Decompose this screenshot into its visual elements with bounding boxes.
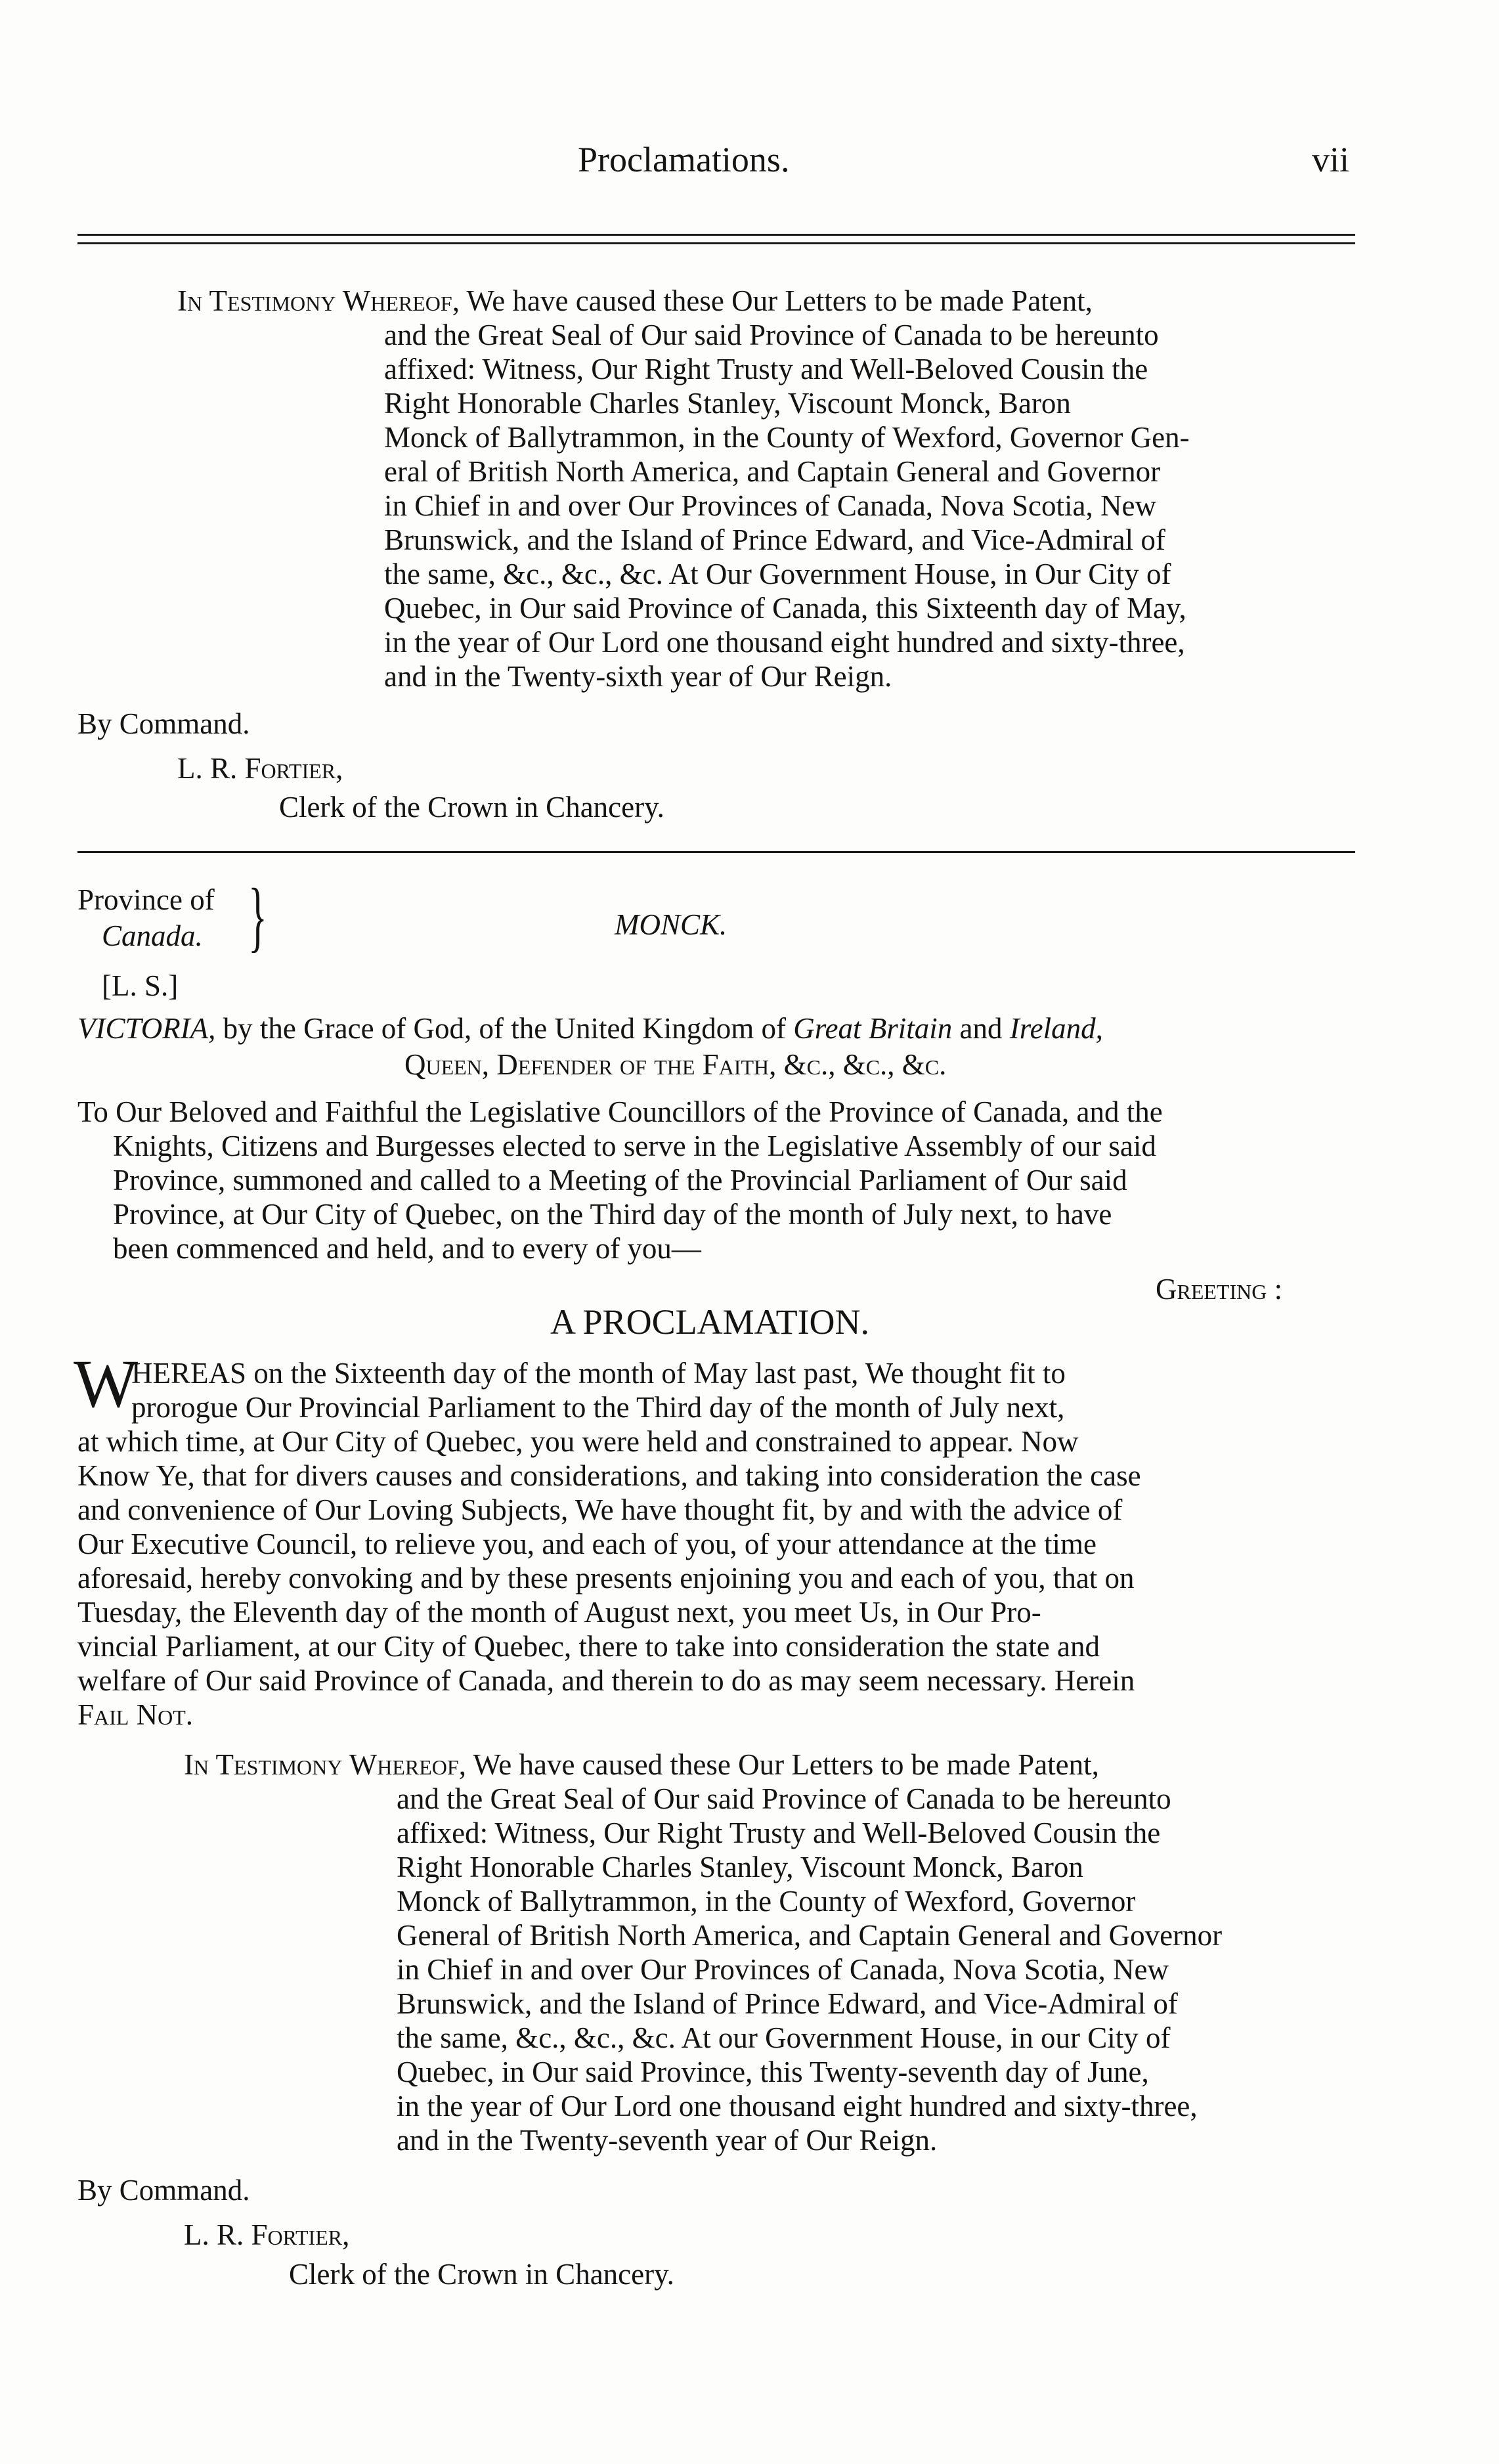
seal-mark: [L. S.] <box>102 969 179 1002</box>
sovereign-subtitle: Queen, Defender of the Faith, &c., &c., &c. <box>404 1048 947 1081</box>
testimony-line: Monck of Ballytrammon, in the County of Wexford, Governor <box>397 1885 1136 1918</box>
sovereign-title: VICTORIA, by the Grace of God, of the United Kingdom of Great Britain and Ireland, <box>77 1012 1103 1045</box>
body-line: vincial Parliament, at our City of Quebec, there to take into consideration the state and <box>77 1630 1100 1663</box>
testimony-line: In Testimony Whereof, We have caused these Our Letters to be made Patent, <box>177 284 1093 317</box>
drop-cap: W <box>74 1346 139 1422</box>
testimony-line: in the year of Our Lord one thousand eight hundred and sixty-three, <box>397 2090 1198 2123</box>
by-command: By Command. <box>77 2174 250 2207</box>
testimony-line: General of British North America, and Captain General and Governor <box>397 1919 1223 1952</box>
testimony-line: the same, &c., &c., &c. At Our Government House, in Our City of <box>384 558 1171 590</box>
body-line: Know Ye, that for divers causes and considerations, and taking into consideration the case <box>77 1459 1141 1492</box>
testimony-line: affixed: Witness, Our Right Trusty and Well-Beloved Cousin the <box>397 1816 1161 1849</box>
testimony-line: Brunswick, and the Island of Prince Edward, and Vice-Admiral of <box>384 523 1165 556</box>
body-line: Our Executive Council, to relieve you, and each of you, of your attendance at the time <box>77 1528 1097 1560</box>
testimony-line: eral of British North America, and Captain General and Governor <box>384 455 1161 488</box>
testimony-line: In Testimony Whereof, We have caused these Our Letters to be made Patent, <box>184 1748 1099 1781</box>
body-line: at which time, at Our City of Quebec, you were held and constrained to appear. Now <box>77 1425 1079 1458</box>
body-line: Fail Not. <box>77 1698 193 1731</box>
signer-name: L. R. Fortier, <box>184 2218 350 2251</box>
address-line: been commenced and held, and to every of you— <box>113 1232 701 1265</box>
page-number: vii <box>1312 140 1350 179</box>
testimony-line: and in the Twenty-seventh year of Our Reign. <box>397 2124 938 2157</box>
address-line: Province, summoned and called to a Meeting of the Provincial Parliament of Our said <box>113 1164 1127 1197</box>
address-line: To Our Beloved and Faithful the Legislative Councillors of the Province of Canada, and the <box>77 1095 1163 1128</box>
signer-name: L. R. Fortier, <box>177 752 343 785</box>
address-line: Knights, Citizens and Burgesses elected to serve in the Legislative Assembly of our said <box>113 1130 1156 1162</box>
province-name: Canada. <box>102 919 203 952</box>
section-divider <box>77 851 1355 853</box>
proclamation-heading: A PROCLAMATION. <box>550 1302 870 1342</box>
testimony-line: in Chief in and over Our Provinces of Canada, Nova Scotia, New <box>397 1953 1169 1986</box>
testimony-line: affixed: Witness, Our Right Trusty and Well-Beloved Cousin the <box>384 353 1148 385</box>
testimony-line: the same, &c., &c., &c. At our Government House, in our City of <box>397 2021 1171 2054</box>
testimony-line: in Chief in and over Our Provinces of Canada, Nova Scotia, New <box>384 489 1156 522</box>
header-double-rule <box>77 234 1355 244</box>
testimony-line: Right Honorable Charles Stanley, Viscount Monck, Baron <box>397 1851 1083 1883</box>
running-title: Proclamations. <box>578 140 790 179</box>
testimony-line: in the year of Our Lord one thousand eight hundred and sixty-three, <box>384 626 1185 659</box>
body-line: and convenience of Our Loving Subjects, We have thought fit, by and with the advice of <box>77 1493 1123 1526</box>
by-command: By Command. <box>77 707 250 740</box>
testimony-line: Right Honorable Charles Stanley, Viscount Monck, Baron <box>384 387 1071 420</box>
brace-glyph: } <box>248 872 267 959</box>
body-line: welfare of Our said Province of Canada, and therein to do as may seem necessary. Herein <box>77 1664 1135 1697</box>
body-line: prorogue Our Provincial Parliament to the Third day of the month of July next, <box>131 1391 1065 1424</box>
testimony-line: and the Great Seal of Our said Province of Canada to be hereunto <box>397 1782 1171 1815</box>
testimony-line: and in the Twenty-sixth year of Our Reign. <box>384 660 892 693</box>
testimony-line: Monck of Ballytrammon, in the County of Wexford, Governor Gen- <box>384 421 1190 454</box>
testimony-line: Brunswick, and the Island of Prince Edward, and Vice-Admiral of <box>397 1987 1178 2020</box>
address-line: Province, at Our City of Quebec, on the Third day of the month of July next, to have <box>113 1198 1112 1231</box>
testimony-line: Quebec, in Our said Province of Canada, this Sixteenth day of May, <box>384 592 1186 625</box>
province-label: Province of <box>77 883 215 916</box>
greeting: Greeting : <box>1156 1273 1283 1306</box>
governor-signature: MONCK. <box>615 908 728 941</box>
signer-title: Clerk of the Crown in Chancery. <box>289 2258 674 2291</box>
testimony-line: and the Great Seal of Our said Province of Canada to be hereunto <box>384 319 1159 351</box>
body-line: HEREAS on the Sixteenth day of the month of May last past, We thought fit to <box>131 1357 1066 1390</box>
body-line: aforesaid, hereby convoking and by these presents enjoining you and each of you, that on <box>77 1562 1135 1595</box>
testimony-line: Quebec, in Our said Province, this Twenty-seventh day of June, <box>397 2056 1149 2088</box>
signer-title: Clerk of the Crown in Chancery. <box>279 791 664 824</box>
body-line: Tuesday, the Eleventh day of the month of August next, you meet Us, in Our Pro- <box>77 1596 1041 1629</box>
